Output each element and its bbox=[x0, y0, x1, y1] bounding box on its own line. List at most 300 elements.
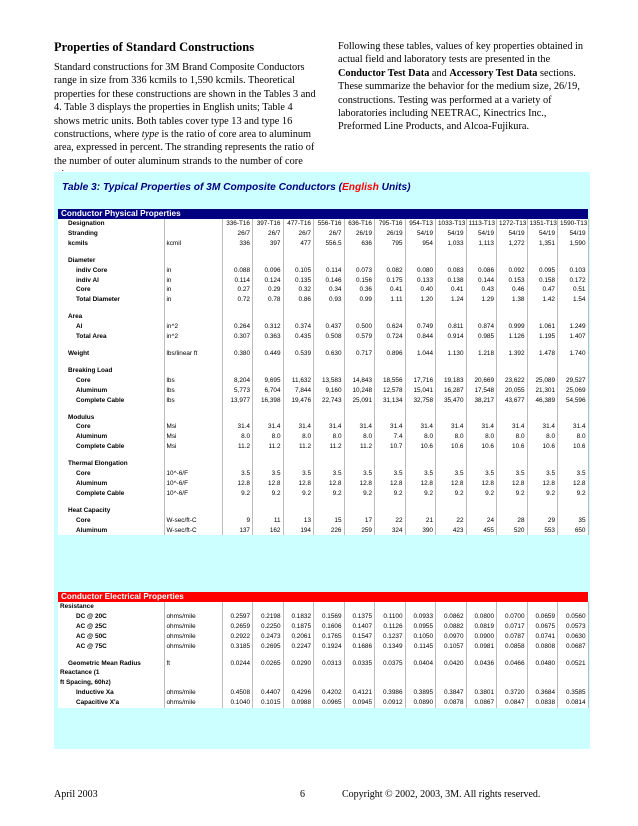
value-cell: 397-T16 bbox=[253, 219, 284, 229]
table-panel bbox=[54, 172, 590, 749]
value-cell: 0.0900 bbox=[466, 632, 497, 642]
value-cell bbox=[375, 678, 406, 688]
table-row bbox=[58, 239, 588, 249]
value-cell: 0.0862 bbox=[436, 612, 467, 622]
value-cell: 0.0890 bbox=[405, 698, 436, 708]
section-heading: Properties of Standard Constructions bbox=[54, 40, 255, 54]
value-cell bbox=[497, 459, 528, 469]
value-cell: 0.2659 bbox=[222, 622, 253, 632]
value-cell: 1.42 bbox=[527, 295, 558, 305]
value-cell: 0.175 bbox=[375, 276, 406, 286]
value-cell: 8.0 bbox=[497, 432, 528, 442]
value-cell bbox=[527, 678, 558, 688]
value-cell: 10.6 bbox=[527, 442, 558, 452]
value-cell: 5,773 bbox=[222, 386, 253, 396]
value-cell: 12.8 bbox=[527, 479, 558, 489]
value-cell: 26/19 bbox=[344, 229, 375, 239]
value-cell: 0.153 bbox=[497, 276, 528, 286]
value-cell: 0.1875 bbox=[283, 622, 314, 632]
value-cell bbox=[222, 602, 253, 612]
blank-cell bbox=[375, 452, 406, 459]
value-cell: 11,632 bbox=[283, 376, 314, 386]
value-cell bbox=[253, 256, 284, 266]
blank-cell bbox=[314, 249, 345, 256]
value-cell: 31.4 bbox=[222, 422, 253, 432]
value-cell: 0.0675 bbox=[527, 622, 558, 632]
value-cell: 26/7 bbox=[283, 229, 314, 239]
value-cell bbox=[405, 312, 436, 322]
value-cell: 16,398 bbox=[253, 396, 284, 406]
value-cell: 22 bbox=[436, 516, 467, 526]
value-cell: 0.0970 bbox=[436, 632, 467, 642]
value-cell: 636 bbox=[344, 239, 375, 249]
value-cell: 8.0 bbox=[436, 432, 467, 442]
blank-cell bbox=[466, 249, 497, 256]
blank-cell bbox=[314, 406, 345, 413]
value-cell: 0.0480 bbox=[527, 659, 558, 669]
value-cell: 54/19 bbox=[436, 229, 467, 239]
value-cell: 46,389 bbox=[527, 396, 558, 406]
value-cell bbox=[283, 256, 314, 266]
value-cell: 0.0687 bbox=[558, 642, 589, 652]
value-cell: 10.6 bbox=[405, 442, 436, 452]
value-cell: 11.2 bbox=[253, 442, 284, 452]
value-cell bbox=[344, 459, 375, 469]
table-row bbox=[58, 459, 588, 469]
blank-cell bbox=[497, 359, 528, 366]
value-cell bbox=[283, 366, 314, 376]
value-cell bbox=[405, 602, 436, 612]
value-cell bbox=[497, 668, 528, 678]
unit-cell: in bbox=[164, 295, 222, 305]
value-cell: 0.083 bbox=[436, 266, 467, 276]
value-cell: 1033-T13 bbox=[436, 219, 467, 229]
value-cell: 54/19 bbox=[405, 229, 436, 239]
value-cell: 455 bbox=[466, 526, 497, 536]
blank-cell bbox=[222, 249, 253, 256]
blank-cell bbox=[558, 359, 589, 366]
blank-cell bbox=[375, 249, 406, 256]
table-row bbox=[58, 652, 588, 659]
value-cell: 0.3847 bbox=[436, 688, 467, 698]
value-cell: 0.1015 bbox=[253, 698, 284, 708]
value-cell: 6,704 bbox=[253, 386, 284, 396]
value-cell: 35 bbox=[558, 516, 589, 526]
value-cell bbox=[375, 459, 406, 469]
value-cell: 32,758 bbox=[405, 396, 436, 406]
blank-cell bbox=[375, 652, 406, 659]
value-cell: 0.095 bbox=[527, 266, 558, 276]
value-cell: 1.392 bbox=[497, 349, 528, 359]
value-cell: 17,548 bbox=[466, 386, 497, 396]
value-cell: 9.2 bbox=[344, 489, 375, 499]
blank-cell bbox=[253, 652, 284, 659]
blank-cell bbox=[527, 359, 558, 366]
value-cell: 29,527 bbox=[558, 376, 589, 386]
value-cell: 0.0436 bbox=[466, 659, 497, 669]
blank-cell bbox=[405, 249, 436, 256]
value-cell: 17,716 bbox=[405, 376, 436, 386]
blank-cell bbox=[375, 342, 406, 349]
value-cell bbox=[375, 312, 406, 322]
table-row bbox=[58, 469, 588, 479]
value-cell: 0.080 bbox=[405, 266, 436, 276]
unit-cell bbox=[164, 413, 222, 423]
value-cell bbox=[466, 312, 497, 322]
blank-cell bbox=[466, 406, 497, 413]
footer-page-number: 6 bbox=[300, 789, 305, 800]
table-row bbox=[58, 266, 588, 276]
value-cell bbox=[344, 413, 375, 423]
unit-cell: 10^-6/F bbox=[164, 469, 222, 479]
blank-cell bbox=[344, 342, 375, 349]
value-cell: 54/19 bbox=[466, 229, 497, 239]
value-cell: 12.8 bbox=[283, 479, 314, 489]
unit-cell: lbs bbox=[164, 396, 222, 406]
value-cell bbox=[497, 312, 528, 322]
value-cell: 0.0313 bbox=[314, 659, 345, 669]
value-cell bbox=[344, 312, 375, 322]
value-cell: 0.1606 bbox=[314, 622, 345, 632]
value-cell: 1.195 bbox=[527, 332, 558, 342]
blank-cell bbox=[466, 499, 497, 506]
value-cell: 3.5 bbox=[405, 469, 436, 479]
value-cell: 520 bbox=[497, 526, 528, 536]
value-cell: 12.8 bbox=[344, 479, 375, 489]
blank-cell bbox=[405, 499, 436, 506]
value-cell: 9.2 bbox=[405, 489, 436, 499]
value-cell: 954 bbox=[405, 239, 436, 249]
value-cell: 0.4121 bbox=[344, 688, 375, 698]
value-cell: 3.5 bbox=[436, 469, 467, 479]
value-cell: 0.435 bbox=[283, 332, 314, 342]
blank-cell bbox=[58, 452, 164, 459]
row-label: AC @ 25C bbox=[58, 622, 164, 632]
value-cell: 0.4407 bbox=[253, 688, 284, 698]
value-cell: 0.0404 bbox=[405, 659, 436, 669]
value-cell bbox=[344, 668, 375, 678]
value-cell: 11.2 bbox=[314, 442, 345, 452]
value-cell: 0.1057 bbox=[436, 642, 467, 652]
blank-cell bbox=[405, 305, 436, 312]
row-label: Geometric Mean Radius bbox=[58, 659, 164, 669]
blank-cell bbox=[253, 249, 284, 256]
value-cell: 31.4 bbox=[283, 422, 314, 432]
unit-cell: in^2 bbox=[164, 332, 222, 342]
value-cell: 0.363 bbox=[253, 332, 284, 342]
blank-cell bbox=[405, 452, 436, 459]
value-cell bbox=[314, 602, 345, 612]
value-cell: 1.38 bbox=[497, 295, 528, 305]
value-cell: 3.5 bbox=[344, 469, 375, 479]
value-cell: 0.500 bbox=[344, 322, 375, 332]
value-cell bbox=[558, 506, 589, 516]
unit-cell: W-sec/ft-C bbox=[164, 526, 222, 536]
intro-paragraph bbox=[54, 61, 316, 182]
row-label: AC @ 75C bbox=[58, 642, 164, 652]
table-row bbox=[58, 229, 588, 239]
table-row bbox=[58, 499, 588, 506]
value-cell: 1.54 bbox=[558, 295, 589, 305]
value-cell: 0.135 bbox=[283, 276, 314, 286]
unit-cell bbox=[164, 219, 222, 229]
intro-type-word: type bbox=[141, 129, 159, 141]
value-cell bbox=[253, 312, 284, 322]
value-cell: 0.1237 bbox=[375, 632, 406, 642]
value-cell bbox=[283, 459, 314, 469]
value-cell: 137 bbox=[222, 526, 253, 536]
value-cell: 54,596 bbox=[558, 396, 589, 406]
blank-cell bbox=[164, 406, 222, 413]
value-cell: 1.478 bbox=[527, 349, 558, 359]
value-cell: 0.082 bbox=[375, 266, 406, 276]
value-cell bbox=[558, 459, 589, 469]
row-label: Reactance (1 bbox=[58, 668, 164, 678]
unit-cell: in bbox=[164, 276, 222, 286]
value-cell: 12.8 bbox=[222, 479, 253, 489]
value-cell: 0.374 bbox=[283, 322, 314, 332]
value-cell: 0.3895 bbox=[405, 688, 436, 698]
value-cell: 0.41 bbox=[375, 285, 406, 295]
value-cell: 0.0335 bbox=[344, 659, 375, 669]
value-cell: 38,217 bbox=[466, 396, 497, 406]
blank-cell bbox=[58, 342, 164, 349]
value-cell: 0.114 bbox=[314, 266, 345, 276]
blank-cell bbox=[283, 342, 314, 349]
blank-cell bbox=[283, 652, 314, 659]
table-row bbox=[58, 295, 588, 305]
unit-cell: lbs bbox=[164, 386, 222, 396]
blank-cell bbox=[558, 452, 589, 459]
value-cell: 390 bbox=[405, 526, 436, 536]
value-cell bbox=[344, 256, 375, 266]
blank-cell bbox=[58, 305, 164, 312]
blank-cell bbox=[283, 249, 314, 256]
row-label: Complete Cable bbox=[58, 489, 164, 499]
value-cell: 0.0933 bbox=[405, 612, 436, 622]
table-row bbox=[58, 359, 588, 366]
blank-cell bbox=[436, 359, 467, 366]
table-row bbox=[58, 342, 588, 349]
value-cell: 0.307 bbox=[222, 332, 253, 342]
blank-cell bbox=[283, 452, 314, 459]
value-cell bbox=[222, 312, 253, 322]
value-cell: 0.138 bbox=[436, 276, 467, 286]
value-cell: 23,622 bbox=[497, 376, 528, 386]
blank-cell bbox=[497, 342, 528, 349]
tests-text-3: sections. These summarize the behavior for the medium size, 26/19, constructions. Testing was performed at a variety of laboratories including NEETRAC, Kinectrics Inc., Preformed Line Products, and Alcoa-Fujikura. bbox=[338, 67, 580, 133]
value-cell: 24 bbox=[466, 516, 497, 526]
table-row bbox=[58, 698, 588, 708]
table-row bbox=[58, 276, 588, 286]
value-cell bbox=[527, 459, 558, 469]
value-cell bbox=[466, 668, 497, 678]
value-cell: 795-T16 bbox=[375, 219, 406, 229]
value-cell: 0.1547 bbox=[344, 632, 375, 642]
value-cell: 31.4 bbox=[253, 422, 284, 432]
table-row bbox=[58, 366, 588, 376]
value-cell: 9.2 bbox=[222, 489, 253, 499]
value-cell: 0.86 bbox=[283, 295, 314, 305]
value-cell: 12.8 bbox=[558, 479, 589, 489]
value-cell: 0.4508 bbox=[222, 688, 253, 698]
value-cell: 31.4 bbox=[344, 422, 375, 432]
value-cell bbox=[375, 256, 406, 266]
value-cell: 10.7 bbox=[375, 442, 406, 452]
blank-cell bbox=[58, 499, 164, 506]
blank-cell bbox=[497, 499, 528, 506]
value-cell: 0.0265 bbox=[253, 659, 284, 669]
value-cell: 9.2 bbox=[466, 489, 497, 499]
tests-text-2: and bbox=[429, 67, 450, 79]
value-cell bbox=[466, 459, 497, 469]
value-cell: 0.0787 bbox=[497, 632, 528, 642]
value-cell: 0.3720 bbox=[497, 688, 528, 698]
value-cell bbox=[497, 413, 528, 423]
value-cell: 9.2 bbox=[558, 489, 589, 499]
unit-cell bbox=[164, 506, 222, 516]
table-row bbox=[58, 432, 588, 442]
value-cell: 26/7 bbox=[253, 229, 284, 239]
value-cell: 13,977 bbox=[222, 396, 253, 406]
value-cell bbox=[558, 668, 589, 678]
physical-properties-section bbox=[58, 209, 588, 535]
value-cell: 0.93 bbox=[314, 295, 345, 305]
value-cell: 13 bbox=[283, 516, 314, 526]
row-label: Total Diameter bbox=[58, 295, 164, 305]
value-cell: 0.717 bbox=[344, 349, 375, 359]
value-cell: 3.5 bbox=[283, 469, 314, 479]
row-label: Complete Cable bbox=[58, 396, 164, 406]
blank-cell bbox=[283, 359, 314, 366]
blank-cell bbox=[314, 305, 345, 312]
value-cell: 0.2061 bbox=[283, 632, 314, 642]
value-cell bbox=[314, 678, 345, 688]
row-label: Breaking Load bbox=[58, 366, 164, 376]
blank-cell bbox=[558, 249, 589, 256]
value-cell: 397 bbox=[253, 239, 284, 249]
value-cell: 0.1765 bbox=[314, 632, 345, 642]
value-cell: 10,248 bbox=[344, 386, 375, 396]
blank-cell bbox=[375, 305, 406, 312]
value-cell bbox=[283, 668, 314, 678]
value-cell: 0.088 bbox=[222, 266, 253, 276]
value-cell: 0.073 bbox=[344, 266, 375, 276]
value-cell: 0.41 bbox=[436, 285, 467, 295]
value-cell: 1.044 bbox=[405, 349, 436, 359]
value-cell: 477 bbox=[283, 239, 314, 249]
blank-cell bbox=[436, 499, 467, 506]
conductor-test-data-ref: Conductor Test Data bbox=[338, 67, 430, 79]
value-cell: 0.43 bbox=[466, 285, 497, 295]
value-cell: 0.4296 bbox=[283, 688, 314, 698]
blank-cell bbox=[436, 452, 467, 459]
blank-cell bbox=[497, 249, 528, 256]
value-cell bbox=[222, 459, 253, 469]
row-label: Total Area bbox=[58, 332, 164, 342]
value-cell bbox=[344, 602, 375, 612]
value-cell: 8.0 bbox=[344, 432, 375, 442]
value-cell: 954-T13 bbox=[405, 219, 436, 229]
value-cell: 0.103 bbox=[558, 266, 589, 276]
value-cell: 0.508 bbox=[314, 332, 345, 342]
row-label: Designation bbox=[58, 219, 164, 229]
value-cell: 9.2 bbox=[527, 489, 558, 499]
value-cell: 1,033 bbox=[436, 239, 467, 249]
value-cell bbox=[405, 668, 436, 678]
value-cell: 0.72 bbox=[222, 295, 253, 305]
blank-cell bbox=[436, 342, 467, 349]
unit-cell: in bbox=[164, 266, 222, 276]
table-row bbox=[58, 602, 588, 612]
blank-cell bbox=[527, 342, 558, 349]
value-cell: 0.0717 bbox=[497, 622, 528, 632]
value-cell: 0.2247 bbox=[283, 642, 314, 652]
value-cell: 0.1145 bbox=[405, 642, 436, 652]
value-cell bbox=[558, 312, 589, 322]
blank-cell bbox=[314, 452, 345, 459]
value-cell: 0.158 bbox=[527, 276, 558, 286]
value-cell bbox=[314, 366, 345, 376]
value-cell: 31.4 bbox=[375, 422, 406, 432]
blank-cell bbox=[497, 452, 528, 459]
value-cell: 0.0808 bbox=[527, 642, 558, 652]
table-row bbox=[58, 332, 588, 342]
value-cell: 12.8 bbox=[497, 479, 528, 489]
value-cell: 0.0819 bbox=[466, 622, 497, 632]
value-cell: 17 bbox=[344, 516, 375, 526]
value-cell: 8.0 bbox=[527, 432, 558, 442]
value-cell: 0.1686 bbox=[344, 642, 375, 652]
value-cell: 0.3684 bbox=[527, 688, 558, 698]
value-cell: 0.0878 bbox=[436, 698, 467, 708]
value-cell bbox=[375, 668, 406, 678]
value-cell bbox=[253, 366, 284, 376]
value-cell: 22,743 bbox=[314, 396, 345, 406]
table-row bbox=[58, 322, 588, 332]
value-cell: 0.46 bbox=[497, 285, 528, 295]
value-cell: 0.2922 bbox=[222, 632, 253, 642]
value-cell: 0.0466 bbox=[497, 659, 528, 669]
value-cell: 22 bbox=[375, 516, 406, 526]
row-label: Stranding bbox=[58, 229, 164, 239]
value-cell: 3.5 bbox=[466, 469, 497, 479]
table-row bbox=[58, 396, 588, 406]
row-label: Diameter bbox=[58, 256, 164, 266]
value-cell: 9,695 bbox=[253, 376, 284, 386]
value-cell: 8,204 bbox=[222, 376, 253, 386]
row-label: Area bbox=[58, 312, 164, 322]
blank-cell bbox=[375, 499, 406, 506]
value-cell: 0.1375 bbox=[344, 612, 375, 622]
value-cell: 556.5 bbox=[314, 239, 345, 249]
value-cell bbox=[344, 678, 375, 688]
value-cell: 31.4 bbox=[527, 422, 558, 432]
blank-cell bbox=[497, 406, 528, 413]
unit-cell bbox=[164, 602, 222, 612]
value-cell: 1.11 bbox=[375, 295, 406, 305]
value-cell bbox=[222, 256, 253, 266]
value-cell: 0.312 bbox=[253, 322, 284, 332]
value-cell: 11 bbox=[253, 516, 284, 526]
value-cell: 1,272 bbox=[497, 239, 528, 249]
value-cell bbox=[436, 459, 467, 469]
value-cell bbox=[253, 413, 284, 423]
value-cell: 1.218 bbox=[466, 349, 497, 359]
left-column bbox=[54, 40, 316, 182]
value-cell: 9.2 bbox=[314, 489, 345, 499]
blank-cell bbox=[344, 305, 375, 312]
